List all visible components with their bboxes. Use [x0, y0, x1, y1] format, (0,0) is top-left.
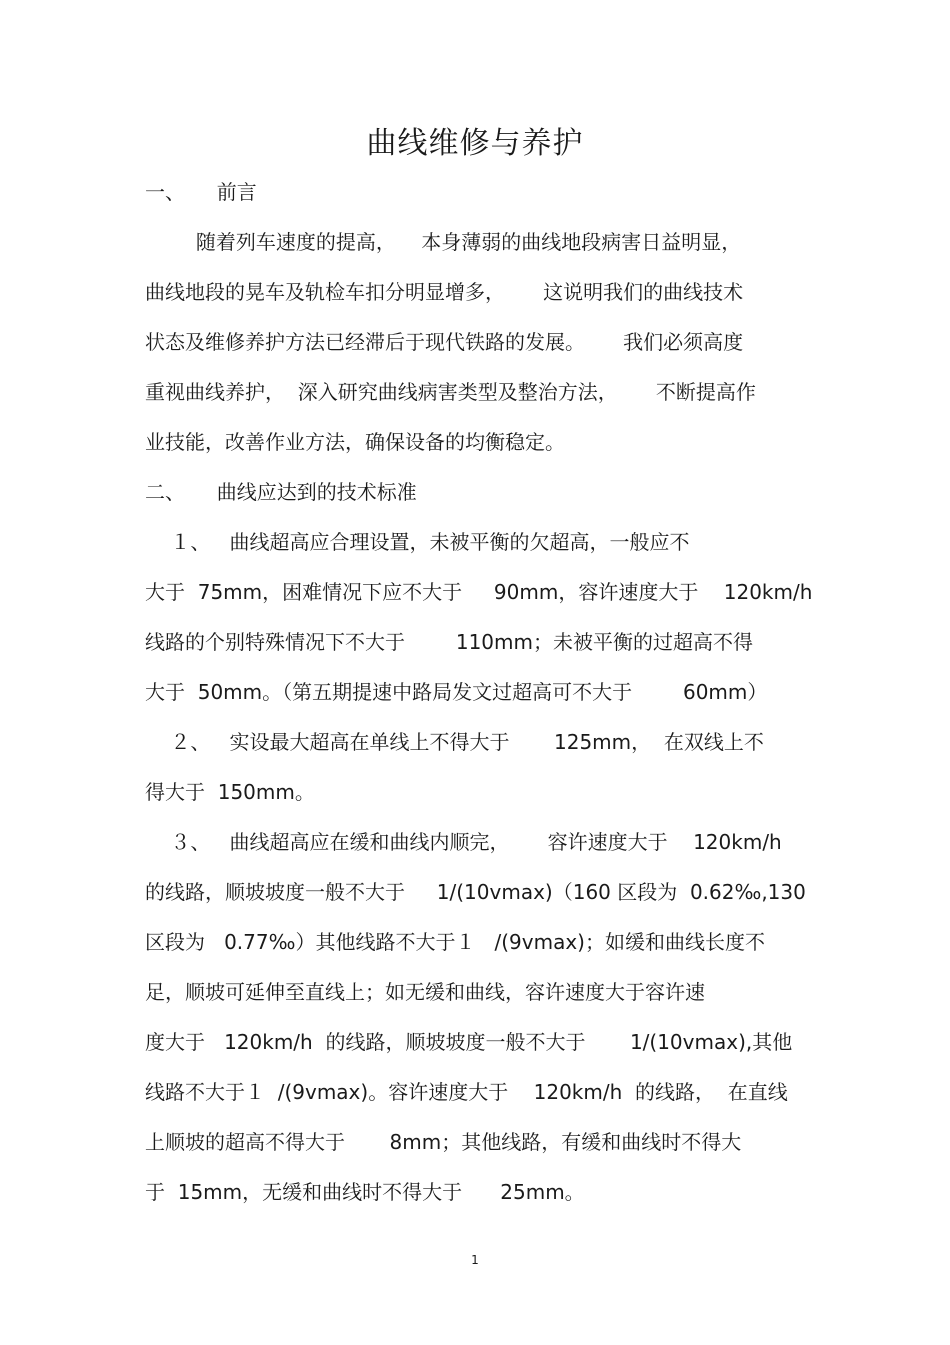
paragraph-line: ３、 曲线超高应在缓和曲线内顺完， 容许速度大于 120km/h: [145, 830, 782, 854]
paragraph-line: 的线路，顺坡坡度一般不大于 1/(10vmax)（160 区段为 0.62‰,130: [145, 880, 806, 904]
paragraph-line: 上顺坡的超高不得大于 8mm；其他线路，有缓和曲线时不得大: [145, 1130, 742, 1154]
paragraph-line: 线路不大于１ /(9vmax)。容许速度大于 120km/h 的线路， 在直线: [145, 1080, 788, 1104]
paragraph-line: 足，顺坡可延伸至直线上；如无缓和曲线，容许速度大于容许速: [145, 980, 705, 1004]
paragraph-line: ２、 实设最大超高在单线上不得大于 125mm， 在双线上不: [145, 730, 764, 754]
paragraph-line: 得大于 150mm。: [145, 780, 315, 804]
paragraph-line: １、 曲线超高应合理设置，未被平衡的欠超高，一般应不: [145, 530, 690, 554]
paragraph-line: 重视曲线养护， 深入研究曲线病害类型及整治方法， 不断提高作: [145, 380, 756, 404]
paragraph-line: 线路的个别特殊情况下不大于 110mm；未被平衡的过超高不得: [145, 630, 753, 654]
paragraph-line: 区段为 0.77‰）其他线路不大于１ /(9vmax)；如缓和曲线长度不: [145, 930, 765, 954]
page-number: 1: [471, 1253, 479, 1267]
paragraph-line: 大于 75mm，困难情况下应不大于 90mm，容许速度大于 120km/h: [145, 580, 813, 604]
paragraph-line: 业技能，改善作业方法，确保设备的均衡稳定。: [145, 430, 565, 454]
section-heading-preface: 一、 前言: [145, 180, 257, 204]
paragraph-line: 大于 50mm。（第五期提速中路局发文过超高可不大于 60mm）: [145, 680, 768, 704]
paragraph-line: 于 15mm，无缓和曲线时不得大于 25mm。: [145, 1180, 585, 1204]
paragraph-line: 状态及维修养护方法已经滞后于现代铁路的发展。 我们必须高度: [145, 330, 744, 354]
section-heading-standards: 二、 曲线应达到的技术标准: [145, 480, 417, 504]
paragraph-line: 度大于 120km/h 的线路，顺坡坡度一般不大于 1/(10vmax),其他: [145, 1030, 793, 1054]
document-title: 曲线维修与养护: [366, 126, 584, 161]
paragraph-line: 随着列车速度的提高， 本身薄弱的曲线地段病害日益明显，: [145, 230, 742, 254]
paragraph-line: 曲线地段的晃车及轨检车扣分明显增多， 这说明我们的曲线技术: [145, 280, 744, 304]
